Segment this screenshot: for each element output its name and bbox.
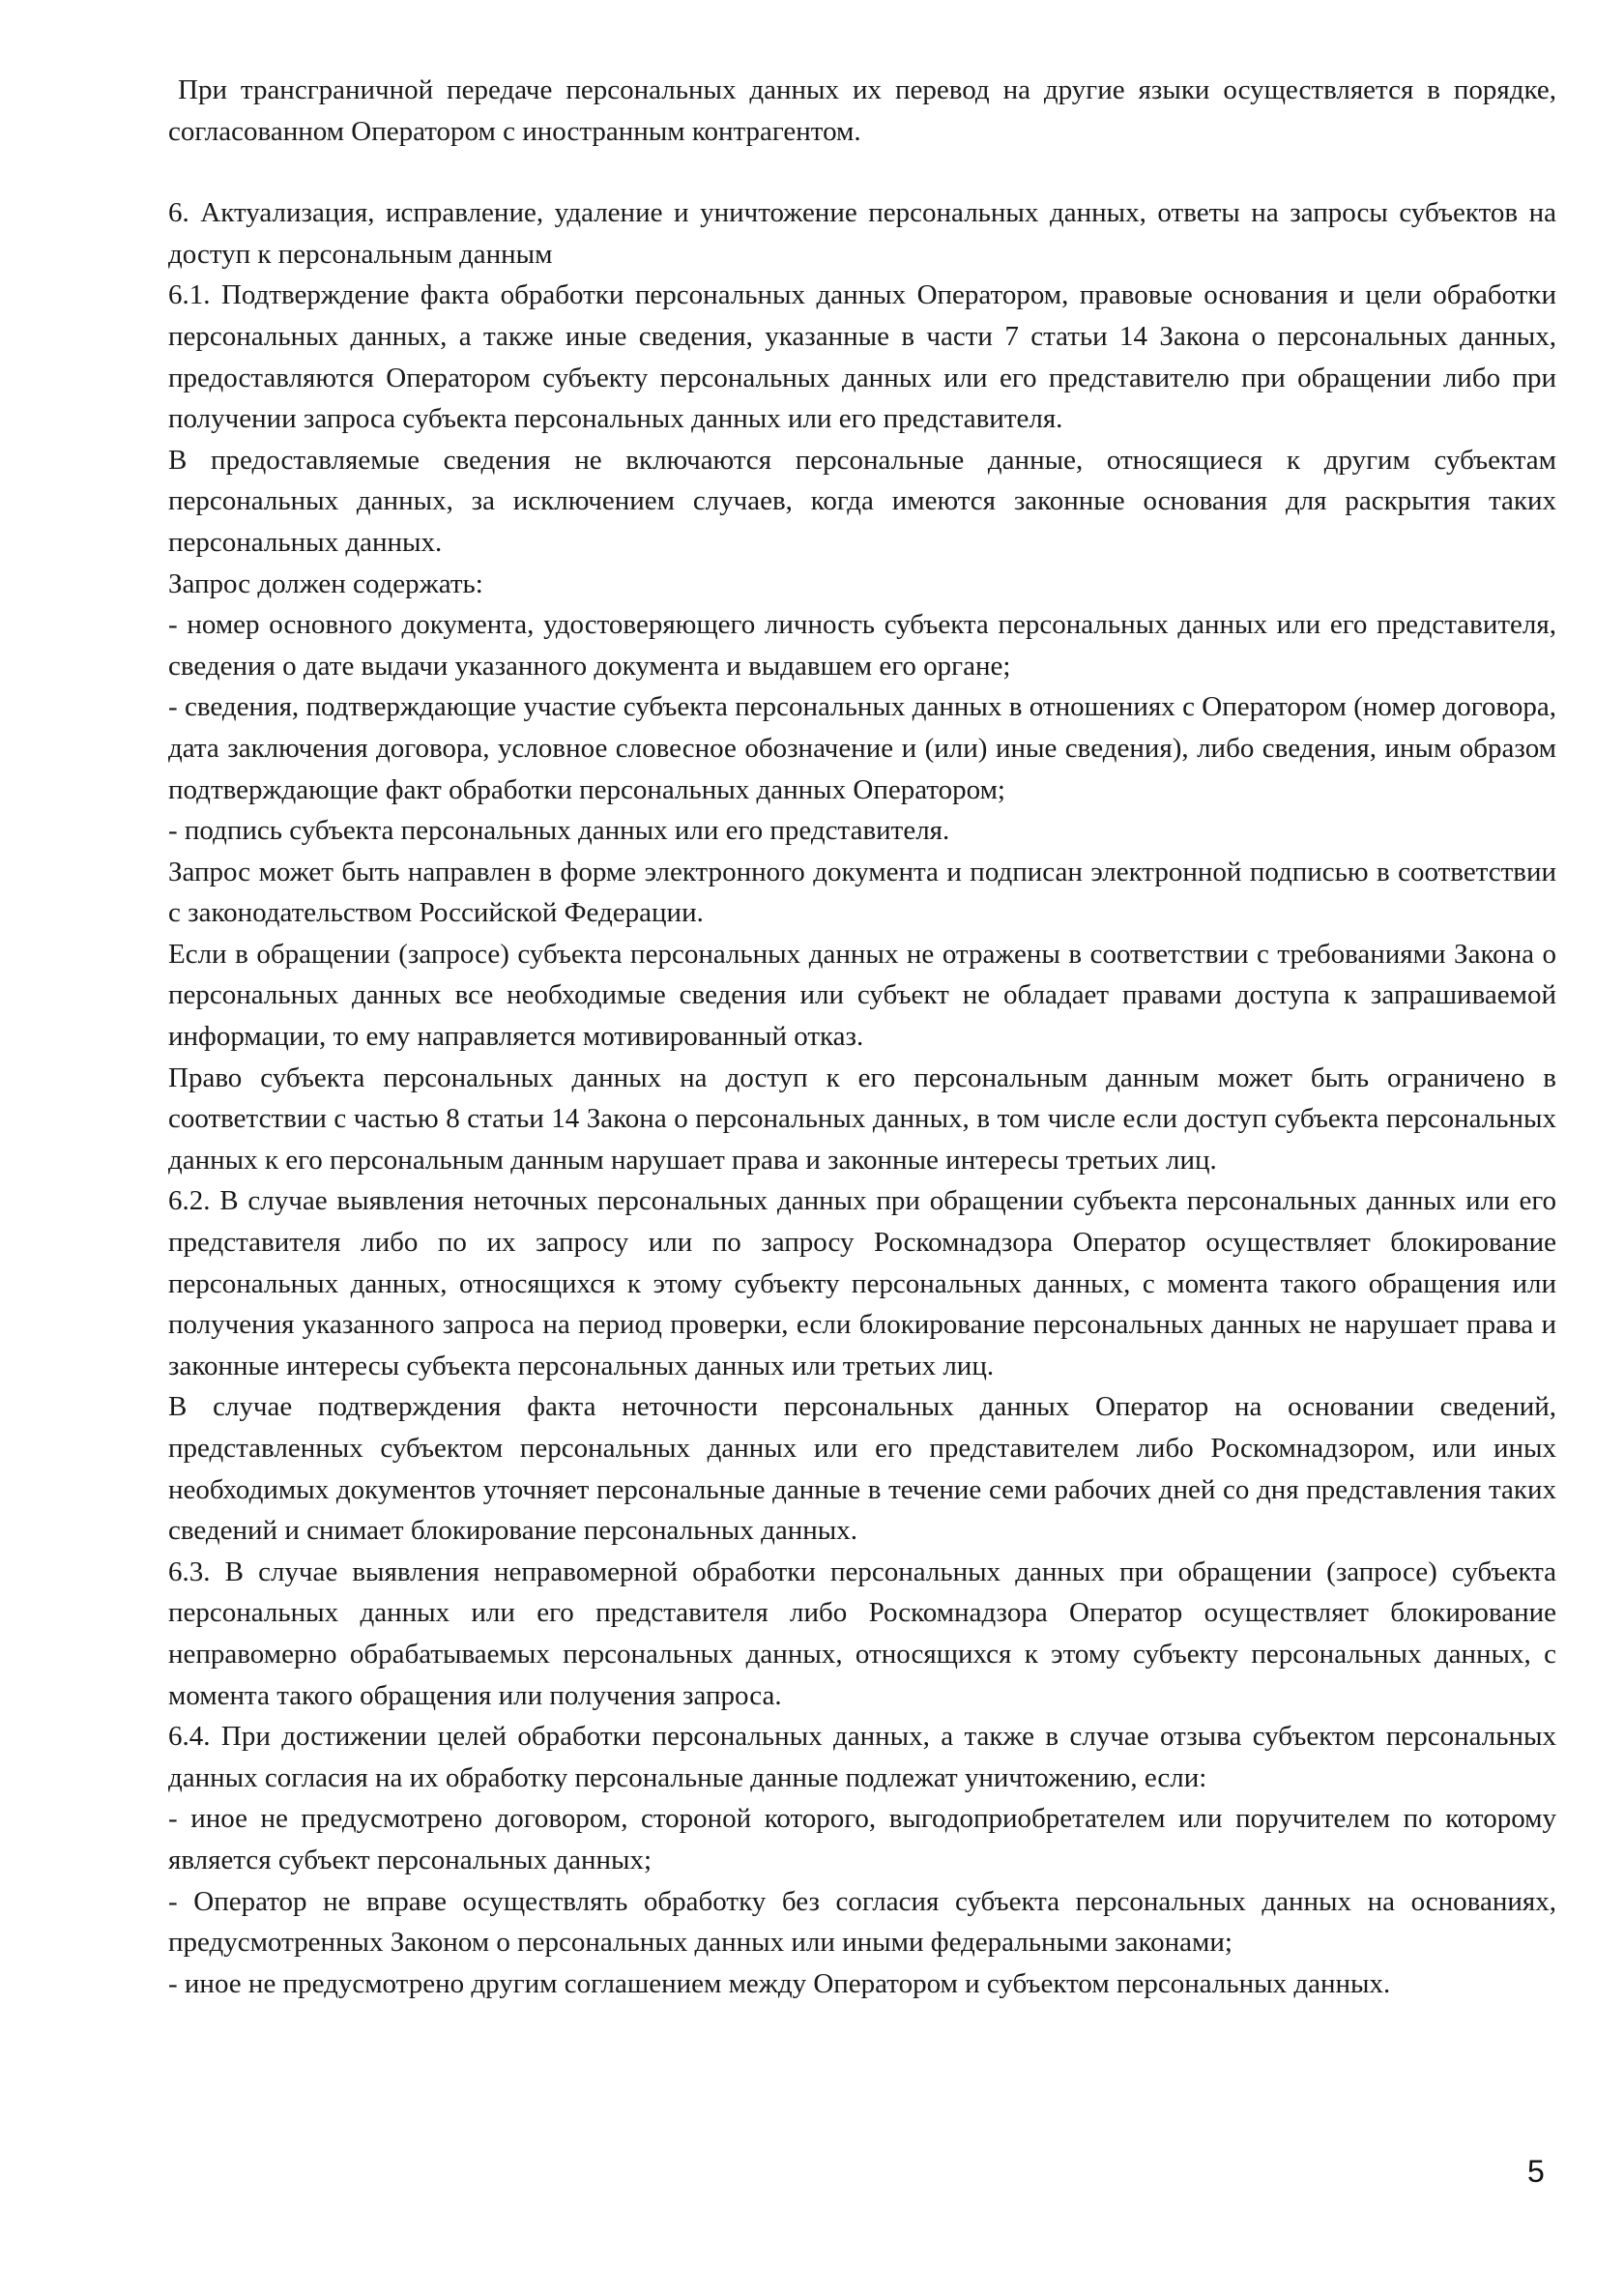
document-body [168,70,1556,2004]
paragraph-access-limitation: Право субъекта персональных данных на доступ к его персональным данным может быть ограничено в соответствии с частью 8 статьи 14 Закона о персональных данных, в том числе если доступ субъекта персональных данных к его персональным данным нарушает права и законные интересы третьих лиц. [168,1061,1556,1176]
paragraph-6-1: 6.1. Подтверждение факта обработки персональных данных Оператором, правовые основания и цели обработки персональных данных, а также иные сведения, указанные в части 7 статьи 14 Закона о персональных данных, предоставляются Оператором субъекту персональных данных или его представителю при обращении либо при получении запроса субъекта персональных данных или его представителя. [168,279,1556,435]
page-number: 5 [1527,2154,1545,2189]
paragraph-cross-border-transfer: При трансграничной передаче персональных данных их перевод на другие языки осуществляется в порядке, согласованном Оператором с иностранным контрагентом. [168,74,1556,147]
paragraph-inaccuracy-confirmation: В случае подтверждения факта неточности персональных данных Оператор на основании сведений, представленных субъектом персональных данных или его представителем либо Роскомнадзором, или иных необходимых документов уточняет персональные данные в течение семи рабочих дней со дня представления таких сведений и снимает блокирование персональных данных. [168,1391,1556,1547]
paragraph-excluded-data: В предоставляемые сведения не включаются персональные данные, относящиеся к другим субъектам персональных данных, за исключением случаев, когда имеются законные основания для раскрытия таких персональных данных. [168,444,1556,558]
paragraph-6-3: 6.3. В случае выявления неправомерной обработки персональных данных при обращении (запросе) субъекта персональных данных или его представителя либо Роскомнадзора Оператор осуществляет блокирование неправомерно обрабатываемых персональных данных, относящихся к этому субъекту персональных данных, с момента такого обращения или получения запроса. [168,1555,1556,1711]
list-item-document-number: - номер основного документа, удостоверяющего личность субъекта персональных данных или его представителя, сведения о дате выдачи указанного документа и выдавшем его органе; [168,609,1556,682]
list-item-signature: - подпись субъекта персональных данных или его представителя. [168,815,950,847]
paragraph-electronic-request: Запрос может быть направлен в форме электронного документа и подписан электронной подписью в соответствии с законодательством Российской Федерации. [168,856,1556,929]
paragraph-refusal: Если в обращении (запросе) субъекта персональных данных не отражены в соответствии с требованиями Закона о персональных данных все необходимые сведения или субъект не обладает правами доступа к запрашиваемой информации, то ему направляется мотивированный отказ. [168,938,1556,1053]
paragraph-6-4: 6.4. При достижении целей обработки персональных данных, а также в случае отзыва субъектом персональных данных согласия на их обработку персональные данные подлежат уничтожению, если: [168,1721,1556,1793]
section-6-heading: 6. Актуализация, исправление, удаление и уничтожение персональных данных, ответы на запросы субъектов на доступ к персональным данным [168,197,1556,270]
list-item-contract-exception: - иное не предусмотрено договором, стороной которого, выгодоприобретателем или поручителем по которому является субъект персональных данных; [168,1803,1556,1875]
paragraph-6-2: 6.2. В случае выявления неточных персональных данных при обращении субъекта персональных данных или его представителя либо по их запросу или по запросу Роскомнадзора Оператор осуществляет блокирование персональных данных, относящихся к этому субъекту персональных данных, с момента такого обращения или получения указанного запроса на период проверки, если блокирование персональных данных не нарушает права и законные интересы субъекта персональных данных или третьих лиц. [168,1185,1556,1381]
paragraph-request-contents: Запрос должен содержать: [168,567,483,599]
list-item-other-agreement: - иное не предусмотрено другим соглашением между Оператором и субъектом персональных данных. [168,1967,1391,1999]
list-item-participation-info: - сведения, подтверждающие участие субъекта персональных данных в отношениях с Оператором (номер договора, дата заключения договора, условное словесное обозначение и (или) иные сведения), либо сведения, иным образом подтверждающие факт обработки персональных данных Оператором; [168,691,1556,805]
list-item-operator-not-entitled: - Оператор не вправе осуществлять обработку без согласия субъекта персональных данных на основаниях, предусмотренных Законом о персональных данных или иными федеральными законами; [168,1885,1556,1959]
